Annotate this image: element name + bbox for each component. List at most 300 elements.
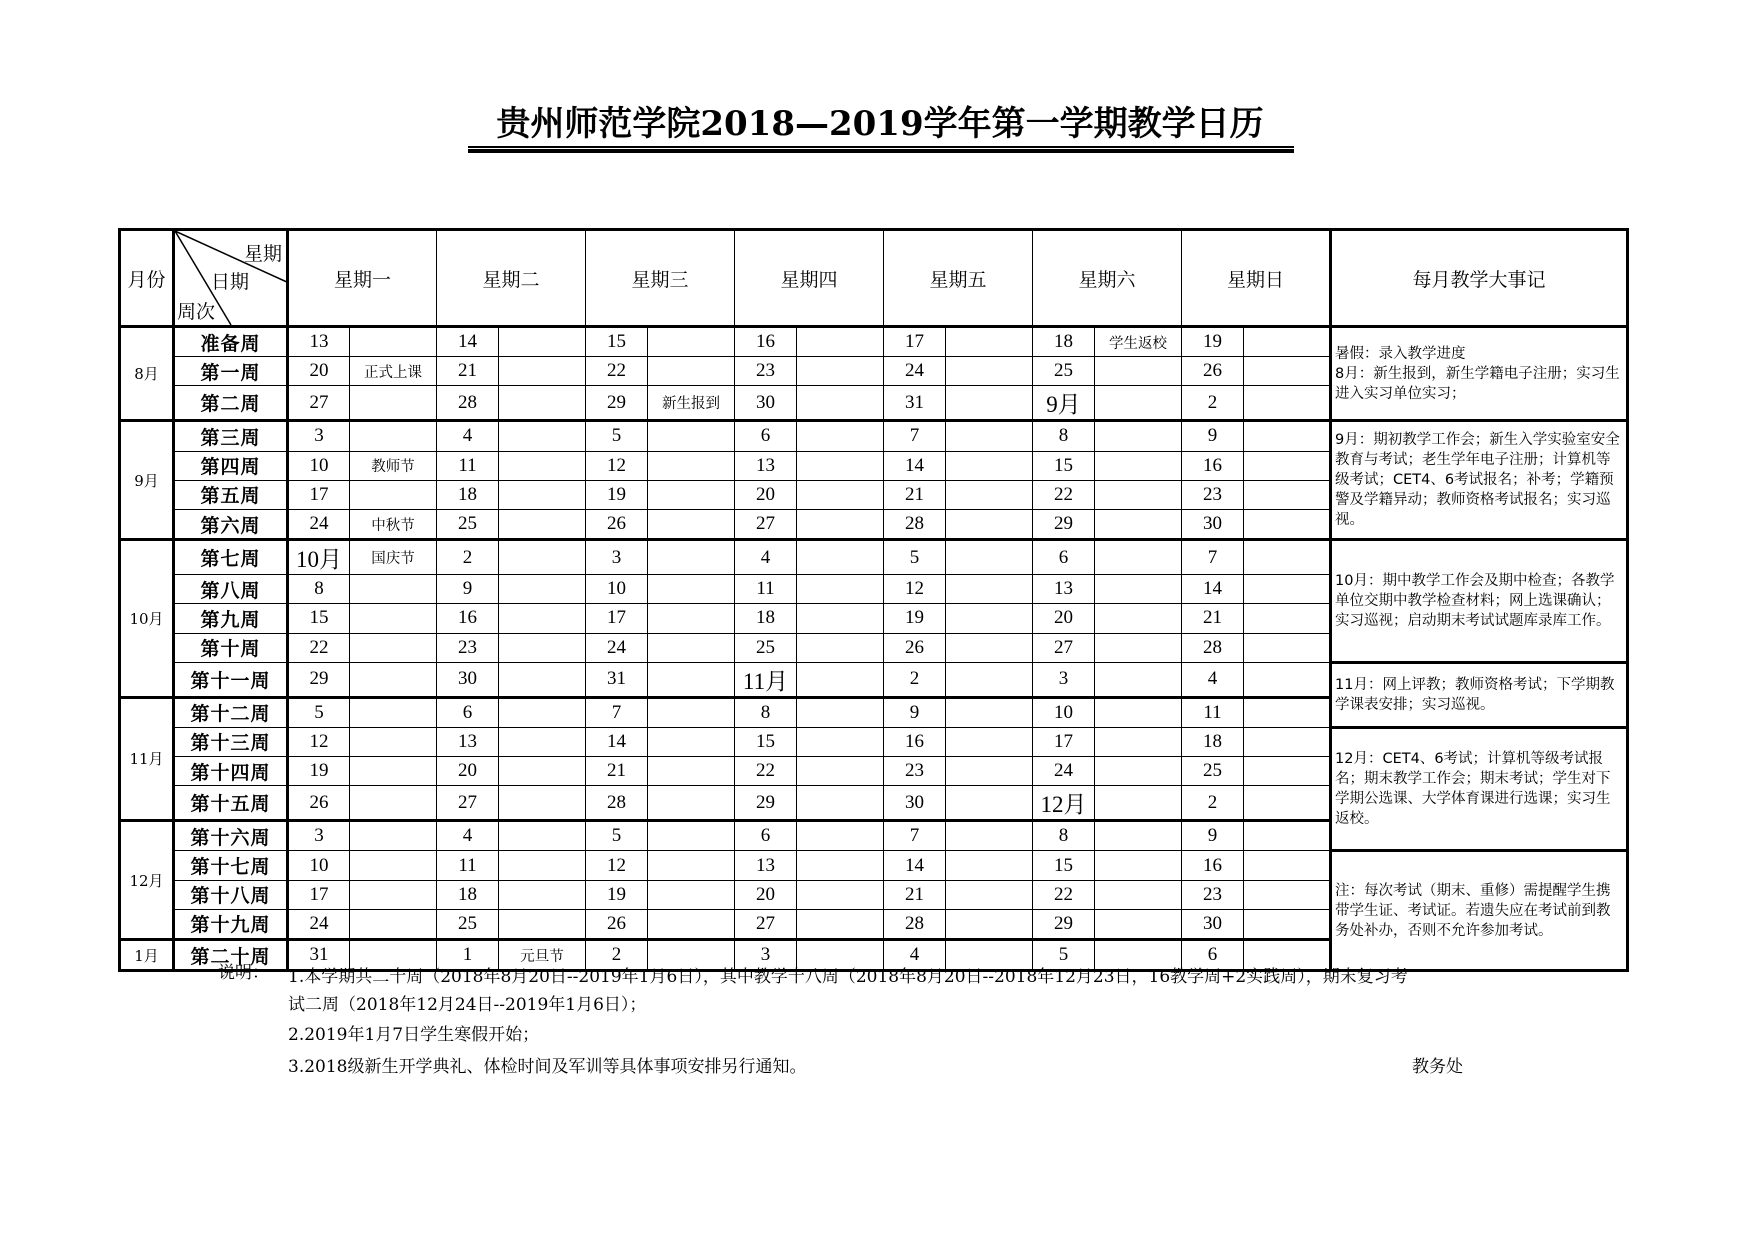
day-number: 16	[884, 727, 946, 756]
day-number: 1	[437, 940, 499, 971]
day-number: 6	[735, 821, 797, 851]
day-number: 11月	[735, 662, 797, 697]
day-note	[797, 509, 884, 539]
week-name: 第十五周	[174, 786, 288, 821]
day-note: 新生报到	[648, 386, 735, 421]
day-note	[350, 480, 437, 509]
day-number: 6	[735, 421, 797, 451]
day-note	[1095, 757, 1182, 786]
day-note	[1244, 821, 1331, 851]
day-number: 22	[735, 757, 797, 786]
month-label: 9月	[120, 421, 174, 540]
week-name: 第五周	[174, 480, 288, 509]
day-note	[1244, 575, 1331, 604]
day-number: 23	[735, 357, 797, 386]
day-number: 5	[586, 421, 648, 451]
day-number: 12	[586, 851, 648, 880]
day-number: 19	[288, 757, 350, 786]
day-note	[350, 909, 437, 939]
day-note	[946, 451, 1033, 480]
day-number: 7	[884, 821, 946, 851]
day-number: 3	[1033, 662, 1095, 697]
week-name: 第三周	[174, 421, 288, 451]
day-number: 3	[288, 821, 350, 851]
day-note	[350, 604, 437, 633]
day-note	[499, 821, 586, 851]
day-number: 15	[1033, 451, 1095, 480]
day-number: 18	[1033, 327, 1095, 357]
day-note	[946, 633, 1033, 662]
day-number: 4	[437, 421, 499, 451]
day-number: 2	[1182, 786, 1244, 821]
day-note	[797, 327, 884, 357]
day-number: 16	[1182, 451, 1244, 480]
day-note	[1244, 386, 1331, 421]
day-note	[797, 386, 884, 421]
day-note	[797, 451, 884, 480]
week-name: 第十七周	[174, 851, 288, 880]
day-number: 3	[735, 940, 797, 971]
day-number: 5	[288, 697, 350, 727]
diag-weekday-label: 星期	[243, 243, 282, 265]
day-note	[350, 633, 437, 662]
day-note	[946, 327, 1033, 357]
day-number: 13	[437, 727, 499, 756]
day-number: 12	[586, 451, 648, 480]
day-note	[1095, 357, 1182, 386]
day-note	[1095, 786, 1182, 821]
day-note	[1095, 509, 1182, 539]
day-note	[946, 909, 1033, 939]
day-number: 27	[437, 786, 499, 821]
day-note	[350, 697, 437, 727]
day-note	[1244, 480, 1331, 509]
day-number: 4	[437, 821, 499, 851]
day-note	[1244, 786, 1331, 821]
day-note	[946, 697, 1033, 727]
day-number: 24	[288, 909, 350, 939]
day-number: 28	[437, 386, 499, 421]
day-note	[946, 540, 1033, 575]
day-number: 21	[1182, 604, 1244, 633]
week-name: 第十六周	[174, 821, 288, 851]
day-number: 8	[1033, 421, 1095, 451]
day-number: 27	[735, 909, 797, 939]
day-note	[499, 540, 586, 575]
week-name: 第十一周	[174, 662, 288, 697]
day-number: 12	[884, 575, 946, 604]
day-number: 25	[1182, 757, 1244, 786]
day-note	[1244, 880, 1331, 909]
day-note	[499, 604, 586, 633]
day-number: 19	[884, 604, 946, 633]
day-number: 21	[437, 357, 499, 386]
day-note	[350, 757, 437, 786]
day-number: 19	[1182, 327, 1244, 357]
day-number: 21	[884, 480, 946, 509]
day-number: 30	[884, 786, 946, 821]
day-note	[499, 909, 586, 939]
day-number: 13	[1033, 575, 1095, 604]
day-number: 30	[735, 386, 797, 421]
day-note	[946, 421, 1033, 451]
day-number: 10月	[288, 540, 350, 575]
day-number: 8	[288, 575, 350, 604]
day-number: 25	[437, 909, 499, 939]
week-name: 第二周	[174, 386, 288, 421]
day-note	[1095, 421, 1182, 451]
day-number: 18	[735, 604, 797, 633]
week-row	[120, 421, 1628, 451]
day-note	[797, 540, 884, 575]
week-name: 第二十周	[174, 940, 288, 971]
day-note	[946, 386, 1033, 421]
day-note: 学生返校	[1095, 327, 1182, 357]
day-number: 3	[288, 421, 350, 451]
weekday-header: 星期二	[437, 230, 586, 327]
day-number: 17	[288, 880, 350, 909]
day-note	[350, 880, 437, 909]
day-number: 22	[288, 633, 350, 662]
weekday-header: 星期六	[1033, 230, 1182, 327]
day-number: 21	[884, 880, 946, 909]
day-note	[350, 662, 437, 697]
day-number: 22	[586, 357, 648, 386]
day-note	[1095, 633, 1182, 662]
day-note	[1244, 540, 1331, 575]
day-number: 23	[884, 757, 946, 786]
page-title: 贵州师范学院2018—2019学年第一学期教学日历	[496, 104, 1264, 144]
week-name: 准备周	[174, 327, 288, 357]
day-note	[946, 851, 1033, 880]
day-number: 14	[586, 727, 648, 756]
day-number: 10	[288, 451, 350, 480]
day-note	[1244, 662, 1331, 697]
day-note	[797, 851, 884, 880]
day-note	[1095, 662, 1182, 697]
day-number: 9月	[1033, 386, 1095, 421]
weekday-header: 星期一	[288, 230, 437, 327]
day-number: 6	[1182, 940, 1244, 971]
week-name: 第十周	[174, 633, 288, 662]
day-note	[648, 421, 735, 451]
day-note	[1244, 604, 1331, 633]
day-note	[1095, 909, 1182, 939]
day-note	[499, 786, 586, 821]
day-note	[499, 575, 586, 604]
day-number: 2	[437, 540, 499, 575]
day-number: 26	[586, 509, 648, 539]
day-note	[648, 540, 735, 575]
day-note	[1095, 386, 1182, 421]
week-name: 第八周	[174, 575, 288, 604]
day-note	[350, 727, 437, 756]
day-number: 4	[1182, 662, 1244, 697]
day-note	[1244, 421, 1331, 451]
title-underline	[468, 146, 1294, 153]
day-note	[797, 662, 884, 697]
week-name: 第十九周	[174, 909, 288, 939]
day-number: 8	[1033, 821, 1095, 851]
day-note	[1095, 880, 1182, 909]
week-row	[120, 851, 1628, 880]
day-note	[499, 727, 586, 756]
day-number: 18	[437, 480, 499, 509]
day-note	[946, 727, 1033, 756]
day-note	[648, 327, 735, 357]
day-number: 26	[884, 633, 946, 662]
day-number: 24	[884, 357, 946, 386]
weekday-header: 星期日	[1182, 230, 1331, 327]
day-note	[1095, 480, 1182, 509]
day-number: 20	[1033, 604, 1095, 633]
day-number: 13	[735, 451, 797, 480]
day-number: 12月	[1033, 786, 1095, 821]
week-row	[120, 540, 1628, 575]
diag-date-label: 日期	[211, 271, 250, 293]
day-note	[648, 480, 735, 509]
day-number: 21	[586, 757, 648, 786]
day-number: 30	[1182, 909, 1244, 939]
day-note	[1244, 727, 1331, 756]
day-number: 9	[1182, 421, 1244, 451]
week-name: 第十二周	[174, 697, 288, 727]
day-number: 31	[586, 662, 648, 697]
day-number: 5	[884, 540, 946, 575]
day-number: 25	[1033, 357, 1095, 386]
events-column-header: 每月教学大事记	[1331, 230, 1628, 327]
day-note	[648, 575, 735, 604]
day-number: 15	[735, 727, 797, 756]
signature: 教务处	[1412, 1057, 1463, 1077]
day-number: 7	[586, 697, 648, 727]
month-column-header: 月份	[120, 230, 174, 327]
day-note	[946, 786, 1033, 821]
day-note	[1244, 909, 1331, 939]
day-number: 29	[586, 386, 648, 421]
monthly-events: 10月：期中教学工作会及期中检查；各教学单位交期中教学检查材料；网上选课确认；实习巡视；启动期末考试试题库录库工作。	[1331, 540, 1628, 663]
day-note	[1244, 633, 1331, 662]
day-number: 13	[288, 327, 350, 357]
day-number: 19	[586, 480, 648, 509]
day-number: 6	[437, 697, 499, 727]
day-note	[946, 880, 1033, 909]
day-number: 10	[288, 851, 350, 880]
day-number: 18	[437, 880, 499, 909]
day-note	[797, 604, 884, 633]
day-note	[1095, 604, 1182, 633]
day-note	[797, 697, 884, 727]
day-note	[1095, 697, 1182, 727]
weekday-header: 星期三	[586, 230, 735, 327]
day-number: 14	[1182, 575, 1244, 604]
week-name: 第九周	[174, 604, 288, 633]
day-number: 20	[437, 757, 499, 786]
day-number: 14	[884, 851, 946, 880]
day-note	[1095, 451, 1182, 480]
explain-line-1b: 试二周（2018年12月24日--2019年1月6日）；	[288, 995, 647, 1015]
day-number: 29	[1033, 909, 1095, 939]
week-row	[120, 327, 1628, 357]
day-number: 27	[735, 509, 797, 539]
explain-line-1a: 1.本学期共二十周（2018年8月20日--2019年1月6日），其中教学十八周（2018年8月20日--2018年12月23日，16教学周+2实践周），期末复习考	[288, 967, 1408, 987]
day-number: 24	[586, 633, 648, 662]
day-number: 29	[288, 662, 350, 697]
month-label: 8月	[120, 327, 174, 421]
day-note	[1095, 727, 1182, 756]
day-number: 10	[586, 575, 648, 604]
day-number: 20	[735, 880, 797, 909]
day-number: 11	[735, 575, 797, 604]
day-note: 元旦节	[499, 940, 586, 971]
day-note	[499, 327, 586, 357]
day-note	[648, 786, 735, 821]
weekday-header: 星期五	[884, 230, 1033, 327]
day-number: 11	[1182, 697, 1244, 727]
weekday-header: 星期四	[735, 230, 884, 327]
day-number: 9	[884, 697, 946, 727]
day-note	[946, 757, 1033, 786]
week-row	[120, 662, 1628, 697]
day-note	[648, 604, 735, 633]
day-number: 24	[1033, 757, 1095, 786]
day-number: 17	[1033, 727, 1095, 756]
day-note	[1244, 327, 1331, 357]
day-number: 15	[586, 327, 648, 357]
day-note	[1095, 821, 1182, 851]
day-number: 15	[288, 604, 350, 633]
day-note	[946, 604, 1033, 633]
day-note	[648, 727, 735, 756]
day-number: 30	[1182, 509, 1244, 539]
monthly-events: 注：每次考试（期末、重修）需提醒学生携带学生证、考试证。若遗失应在考试前到教务处补办，否则不允许参加考试。	[1331, 851, 1628, 971]
day-note	[648, 909, 735, 939]
day-note	[350, 821, 437, 851]
day-number: 4	[884, 940, 946, 971]
day-number: 4	[735, 540, 797, 575]
day-note	[946, 509, 1033, 539]
day-number: 2	[586, 940, 648, 971]
day-note: 国庆节	[350, 540, 437, 575]
day-note	[797, 880, 884, 909]
day-note	[499, 851, 586, 880]
day-note	[350, 786, 437, 821]
day-note	[648, 880, 735, 909]
week-name: 第七周	[174, 540, 288, 575]
day-number: 23	[1182, 880, 1244, 909]
day-number: 7	[1182, 540, 1244, 575]
day-number: 24	[288, 509, 350, 539]
day-note	[648, 451, 735, 480]
day-note	[1244, 757, 1331, 786]
day-note	[350, 575, 437, 604]
day-number: 22	[1033, 480, 1095, 509]
day-number: 16	[1182, 851, 1244, 880]
day-number: 11	[437, 851, 499, 880]
day-number: 27	[1033, 633, 1095, 662]
month-label: 12月	[120, 821, 174, 940]
day-number: 27	[288, 386, 350, 421]
week-name: 第一周	[174, 357, 288, 386]
day-note	[946, 662, 1033, 697]
day-note	[499, 880, 586, 909]
day-number: 31	[288, 940, 350, 971]
day-note	[499, 697, 586, 727]
day-number: 26	[288, 786, 350, 821]
week-name: 第四周	[174, 451, 288, 480]
monthly-events: 12月：CET4、6考试；计算机等级考试报名；期末教学工作会；期末考试；学生对下学期公选课、大学体育课进行选课；实习生返校。	[1331, 727, 1628, 851]
day-number: 13	[735, 851, 797, 880]
day-number: 5	[1033, 940, 1095, 971]
month-label: 1月	[120, 940, 174, 971]
week-name: 第六周	[174, 509, 288, 539]
monthly-events: 9月：期初教学工作会；新生入学实验室安全教育与考试；老生学年电子注册；计算机等级考试；CET4、6考试报名；补考；学籍预警及学籍异动；教师资格考试报名；实习巡视。	[1331, 421, 1628, 540]
day-number: 11	[437, 451, 499, 480]
calendar-table	[118, 228, 1629, 972]
day-number: 7	[884, 421, 946, 451]
day-number: 20	[735, 480, 797, 509]
diagonal-header-cell	[174, 230, 288, 327]
day-number: 6	[1033, 540, 1095, 575]
day-number: 26	[1182, 357, 1244, 386]
day-number: 17	[288, 480, 350, 509]
day-note	[499, 386, 586, 421]
day-note	[499, 662, 586, 697]
day-number: 23	[1182, 480, 1244, 509]
day-number: 2	[1182, 386, 1244, 421]
day-note	[946, 480, 1033, 509]
day-note	[648, 662, 735, 697]
day-note	[1244, 697, 1331, 727]
day-note	[648, 757, 735, 786]
day-number: 3	[586, 540, 648, 575]
day-note	[797, 909, 884, 939]
day-note	[499, 480, 586, 509]
day-number: 29	[1033, 509, 1095, 539]
week-name: 第十四周	[174, 757, 288, 786]
day-number: 19	[586, 880, 648, 909]
day-number: 9	[1182, 821, 1244, 851]
day-number: 26	[586, 909, 648, 939]
month-label: 10月	[120, 540, 174, 698]
day-number: 12	[288, 727, 350, 756]
day-number: 28	[586, 786, 648, 821]
day-number: 5	[586, 821, 648, 851]
day-number: 25	[437, 509, 499, 539]
day-note	[350, 327, 437, 357]
day-note: 中秋节	[350, 509, 437, 539]
week-row	[120, 727, 1628, 756]
day-note	[648, 509, 735, 539]
day-number: 18	[1182, 727, 1244, 756]
day-number: 10	[1033, 697, 1095, 727]
day-note	[1244, 851, 1331, 880]
day-note	[1244, 509, 1331, 539]
day-note	[797, 757, 884, 786]
day-note	[1095, 851, 1182, 880]
day-number: 28	[884, 909, 946, 939]
day-number: 30	[437, 662, 499, 697]
day-number: 20	[288, 357, 350, 386]
day-note: 教师节	[350, 451, 437, 480]
day-number: 25	[735, 633, 797, 662]
day-note	[1095, 575, 1182, 604]
day-note	[648, 821, 735, 851]
day-note	[797, 575, 884, 604]
day-number: 14	[884, 451, 946, 480]
day-note	[648, 851, 735, 880]
day-note	[797, 727, 884, 756]
